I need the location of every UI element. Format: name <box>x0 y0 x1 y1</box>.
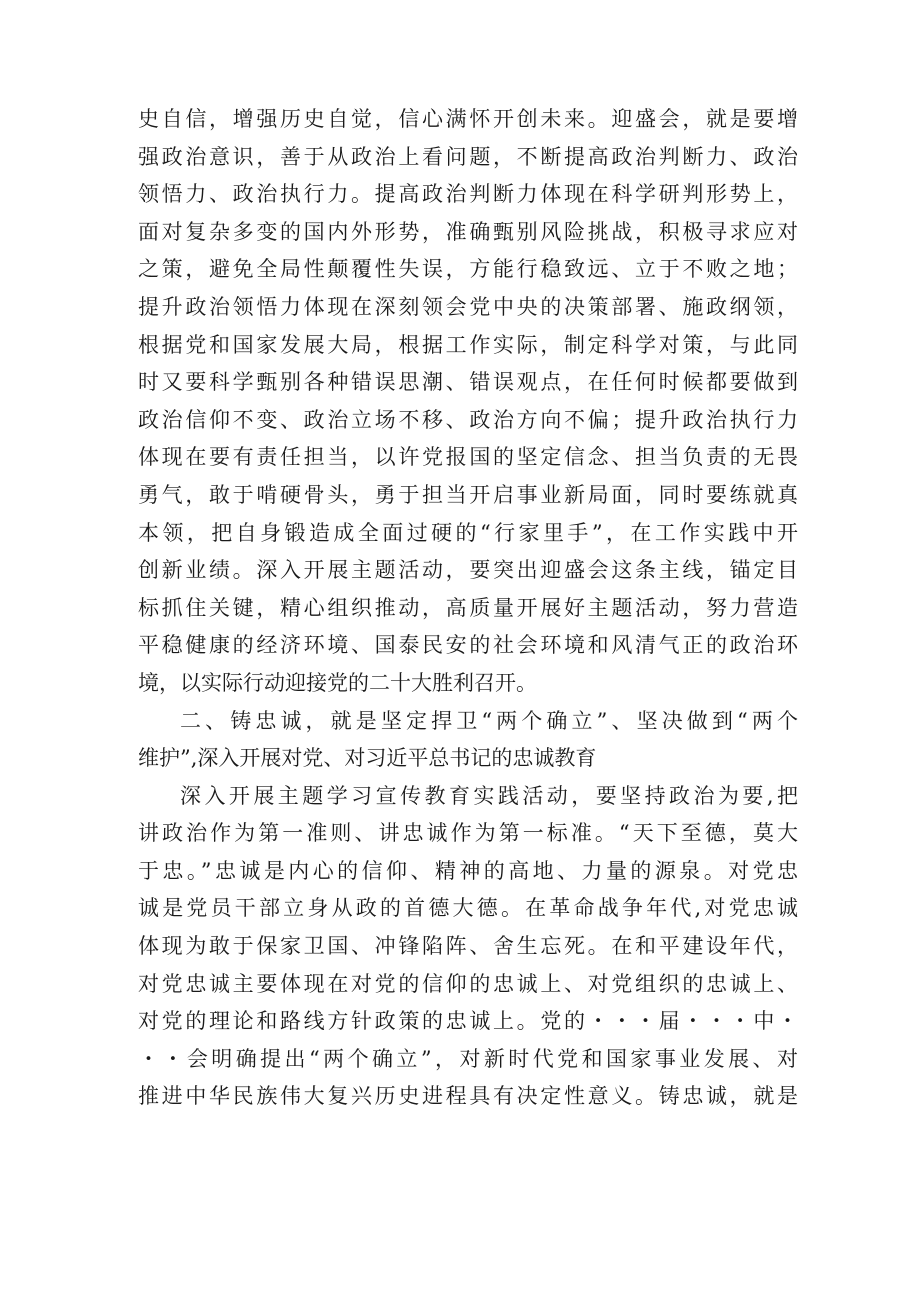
text-line: 对党忠诚主要体现在对党的信仰的忠诚上、对党组织的忠诚上、 <box>138 971 798 996</box>
text-line: 诚是党员干部立身从政的首德大德。在革命战争年代,对党忠诚 <box>138 896 798 921</box>
text-line: 之策，避免全局性颠覆性失误，方能行稳致远、立于不败之地； <box>138 257 798 282</box>
paragraph-first-line: 深入开展主题学习宣传教育实践活动，要坚持政治为要,把 <box>180 783 798 808</box>
text-line: 对党的理论和路线方针政策的忠诚上。党的・・・届・・・中・ <box>138 1009 798 1034</box>
text-line: 提升政治领悟力体现在深刻领会党中央的决策部署、施政纲领， <box>138 294 798 319</box>
text-line: 本领，把自身锻造成全面过硬的“行家里手”，在工作实践中开 <box>138 520 798 545</box>
text-line: 政治信仰不变、政治立场不移、政治方向不偏；提升政治执行力 <box>138 407 798 432</box>
text-line: 境，以实际行动迎接党的二十大胜利召开。 <box>138 670 537 695</box>
text-line: 强政治意识，善于从政治上看问题，不断提高政治判断力、政治 <box>138 144 798 169</box>
paragraph-first-line: 二、铸忠诚，就是坚定捍卫“两个确立”、坚决做到“两个 <box>180 708 798 733</box>
text-line: 体现为敢于保家卫国、冲锋陷阵、舍生忘死。在和平建设年代， <box>138 934 798 959</box>
text-line: 面对复杂多变的国内外形势，准确甄别风险挑战，积极寻求应对 <box>138 219 798 244</box>
text-line: 维护”,深入开展对党、对习近平总书记的忠诚教育 <box>138 746 597 771</box>
text-line: 时又要科学甄别各种错误思潮、错误观点，在任何时候都要做到 <box>138 370 798 395</box>
text-line: 根据党和国家发展大局，根据工作实际，制定科学对策，与此同 <box>138 332 798 357</box>
text-line: 创新业绩。深入开展主题活动，要突出迎盛会这条主线，锚定目 <box>138 558 798 583</box>
text-line: 讲政治作为第一准则、讲忠诚作为第一标准。“天下至德，莫大 <box>138 821 798 846</box>
text-line: 体现在要有责任担当，以许党报国的坚定信念、担当负责的无畏 <box>138 445 798 470</box>
text-line: 于忠。”忠诚是内心的信仰、精神的高地、力量的源泉。对党忠 <box>138 858 798 883</box>
text-line: 平稳健康的经济环境、国泰民安的社会环境和风清气正的政治环 <box>138 633 798 658</box>
text-line: 推进中华民族伟大复兴历史进程具有决定性意义。铸忠诚，就是 <box>138 1084 798 1109</box>
text-line: 勇气，敢于啃硬骨头，勇于担当开启事业新局面，同时要练就真 <box>138 482 798 507</box>
text-line: 领悟力、政治执行力。提高政治判断力体现在科学研判形势上， <box>138 182 798 207</box>
document-body <box>138 101 798 1116</box>
text-line: 史自信，增强历史自觉，信心满怀开创未来。迎盛会，就是要增 <box>138 107 798 131</box>
text-line: ・・会明确提出“两个确立”，对新时代党和国家事业发展、对 <box>138 1046 798 1071</box>
text-line: 标抓住关键，精心组织推动，高质量开展好主题活动，努力营造 <box>138 595 798 620</box>
